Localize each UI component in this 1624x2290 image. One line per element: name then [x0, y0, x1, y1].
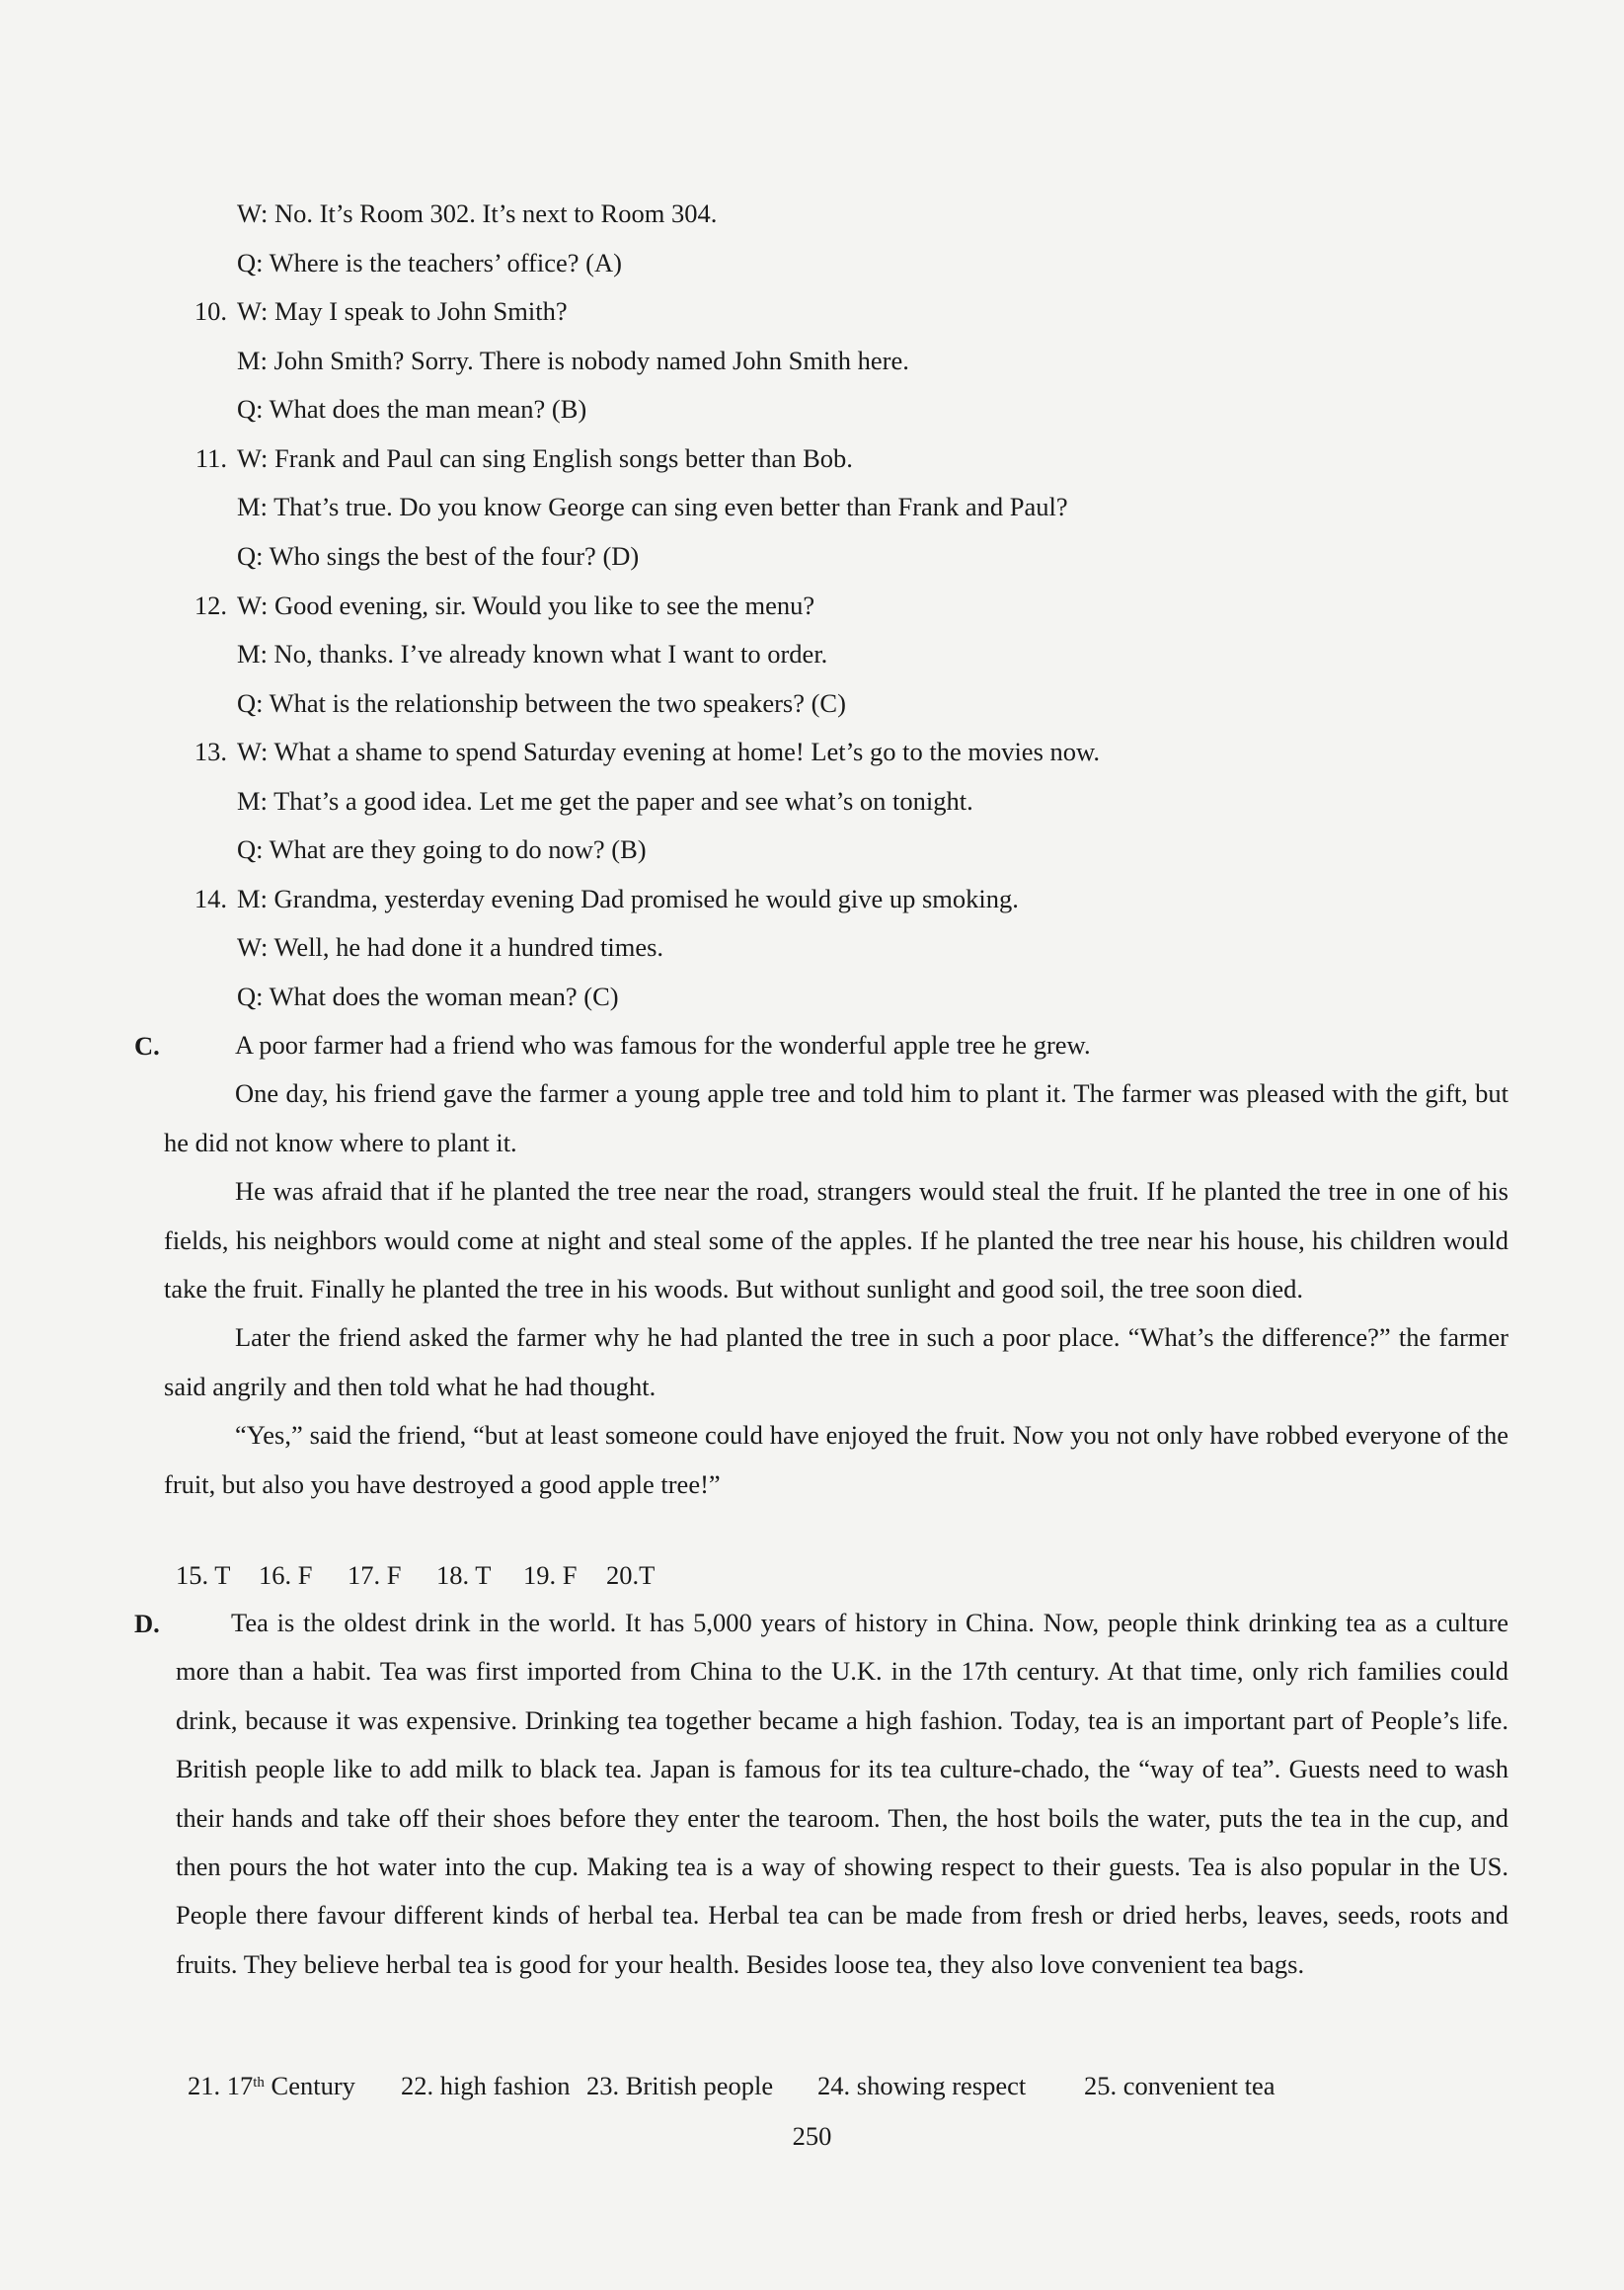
dialogue-line: Q: What does the man mean? (B)	[237, 394, 587, 424]
passage-paragraph: A poor farmer had a friend who was famous for the wonderful apple tree he grew.	[235, 1030, 1091, 1060]
section-d-answers	[188, 2069, 1276, 2102]
dialogue-line: Q: Where is the teachers’ office? (A)	[237, 248, 622, 277]
ordinal-suffix: th	[253, 2075, 265, 2091]
page-number: 250	[792, 2121, 832, 2151]
passage-paragraph: One day, his friend gave the farmer a young apple tree and told him to plant it. The farmer was pleased with the gift, but he did not know where to plant it.	[164, 1078, 1508, 1157]
passage-paragraph: He was afraid that if he planted the tree near the road, strangers would steal the fruit. If he planted the tree in one of his fields, his neighbors would come at night and steal some of the apples. If he planted the tree near his house, his children would take the fruit. Finally he planted the tree in his woods. But without sunlight and good soil, the tree soon died.	[164, 1176, 1508, 1304]
section-c-answers	[176, 1558, 655, 1592]
item-number: 11.	[194, 443, 227, 473]
dialogue-line: W: No. It’s Room 302. It’s next to Room 304.	[237, 198, 718, 228]
section-d-label: D.	[134, 1609, 160, 1638]
dialogue-line: W: Well, he had done it a hundred times.	[237, 932, 664, 962]
dialogue-line: M: That’s true. Do you know George can sing even better than Frank and Paul?	[237, 492, 1068, 521]
dialogue-line: W: What a shame to spend Saturday evening at home! Let’s go to the movies now.	[237, 737, 1101, 766]
passage-paragraph: “Yes,” said the friend, “but at least someone could have enjoyed the fruit. Now you not only have robbed everyone of the fruit, but also you have destroyed a good apple tree!”	[164, 1420, 1508, 1499]
answer-item: 25. convenient tea	[1084, 2071, 1276, 2100]
item-number: 13.	[193, 737, 227, 766]
answer-item: 22. high fashion	[401, 2071, 571, 2100]
answer-item	[188, 2069, 401, 2102]
item-number: 14.	[193, 884, 227, 913]
answer-text: 21. 17	[188, 2071, 254, 2100]
answer-item: 19. F	[523, 1560, 578, 1590]
dialogue-line: M: No, thanks. I’ve already known what I want to order.	[237, 639, 828, 669]
dialogue-line: Q: What are they going to do now? (B)	[237, 834, 647, 864]
answer-item: 23. British people	[586, 2071, 774, 2100]
dialogue-line: Q: What is the relationship between the two speakers? (C)	[237, 688, 846, 718]
item-number: 10.	[193, 296, 227, 326]
answer-item: 24. showing respect	[817, 2071, 1027, 2100]
dialogue-line: W: May I speak to John Smith?	[237, 296, 568, 326]
answer-item: 15. T	[176, 1560, 231, 1590]
dialogue-line: Q: Who sings the best of the four? (D)	[237, 541, 640, 571]
dialogue-line: Q: What does the woman mean? (C)	[237, 982, 619, 1011]
dialogue-line: M: John Smith? Sorry. There is nobody named John Smith here.	[237, 346, 909, 375]
dialogue-line: W: Frank and Paul can sing English songs better than Bob.	[237, 443, 853, 473]
answer-item: 16. F	[259, 1560, 313, 1590]
answer-item: 20.T	[606, 1560, 656, 1590]
passage-paragraph: Tea is the oldest drink in the world. It has 5,000 years of history in China. Now, people think drinking tea as a culture more than a habit. Tea was first imported from China to the U.K. in the 17th century. At that time, only rich families could drink, because it was expensive. Drinking tea together became a high fashion. Today, tea is an important part of People’s life. British people like to add milk to black tea. Japan is famous for its tea culture-chado, the “way of tea”. Guests need to wash their hands and take off their shoes before they enter the tearoom. Then, the host boils the water, puts the tea in the cup, and then pours the hot water into the cup. Making tea is a way of showing respect to their guests. Tea is also popular in the US. People there favour different kinds of herbal tea. Herbal tea can be made from fresh or dried herbs, leaves, seeds, roots and fruits. They believe herbal tea is good for your health. Besides loose tea, they also love convenient tea bags.	[176, 1608, 1508, 1979]
section-c-label: C.	[134, 1031, 160, 1061]
section-c-passage	[164, 1021, 1508, 1509]
dialogue-line: W: Good evening, sir. Would you like to see the menu?	[237, 591, 815, 620]
answer-text: Century	[264, 2071, 355, 2100]
answer-item: 17. F	[348, 1560, 402, 1590]
dialogue-line: M: Grandma, yesterday evening Dad promised he would give up smoking.	[237, 884, 1019, 913]
section-d-passage	[176, 1599, 1508, 1989]
dialogue-line: M: That’s a good idea. Let me get the paper and see what’s on tonight.	[237, 786, 973, 816]
passage-paragraph: Later the friend asked the farmer why he had planted the tree in such a poor place. “What’s the difference?” the farmer said angrily and then told what he had thought.	[164, 1322, 1508, 1401]
answer-item: 18. T	[436, 1560, 492, 1590]
item-number: 12.	[193, 591, 227, 620]
